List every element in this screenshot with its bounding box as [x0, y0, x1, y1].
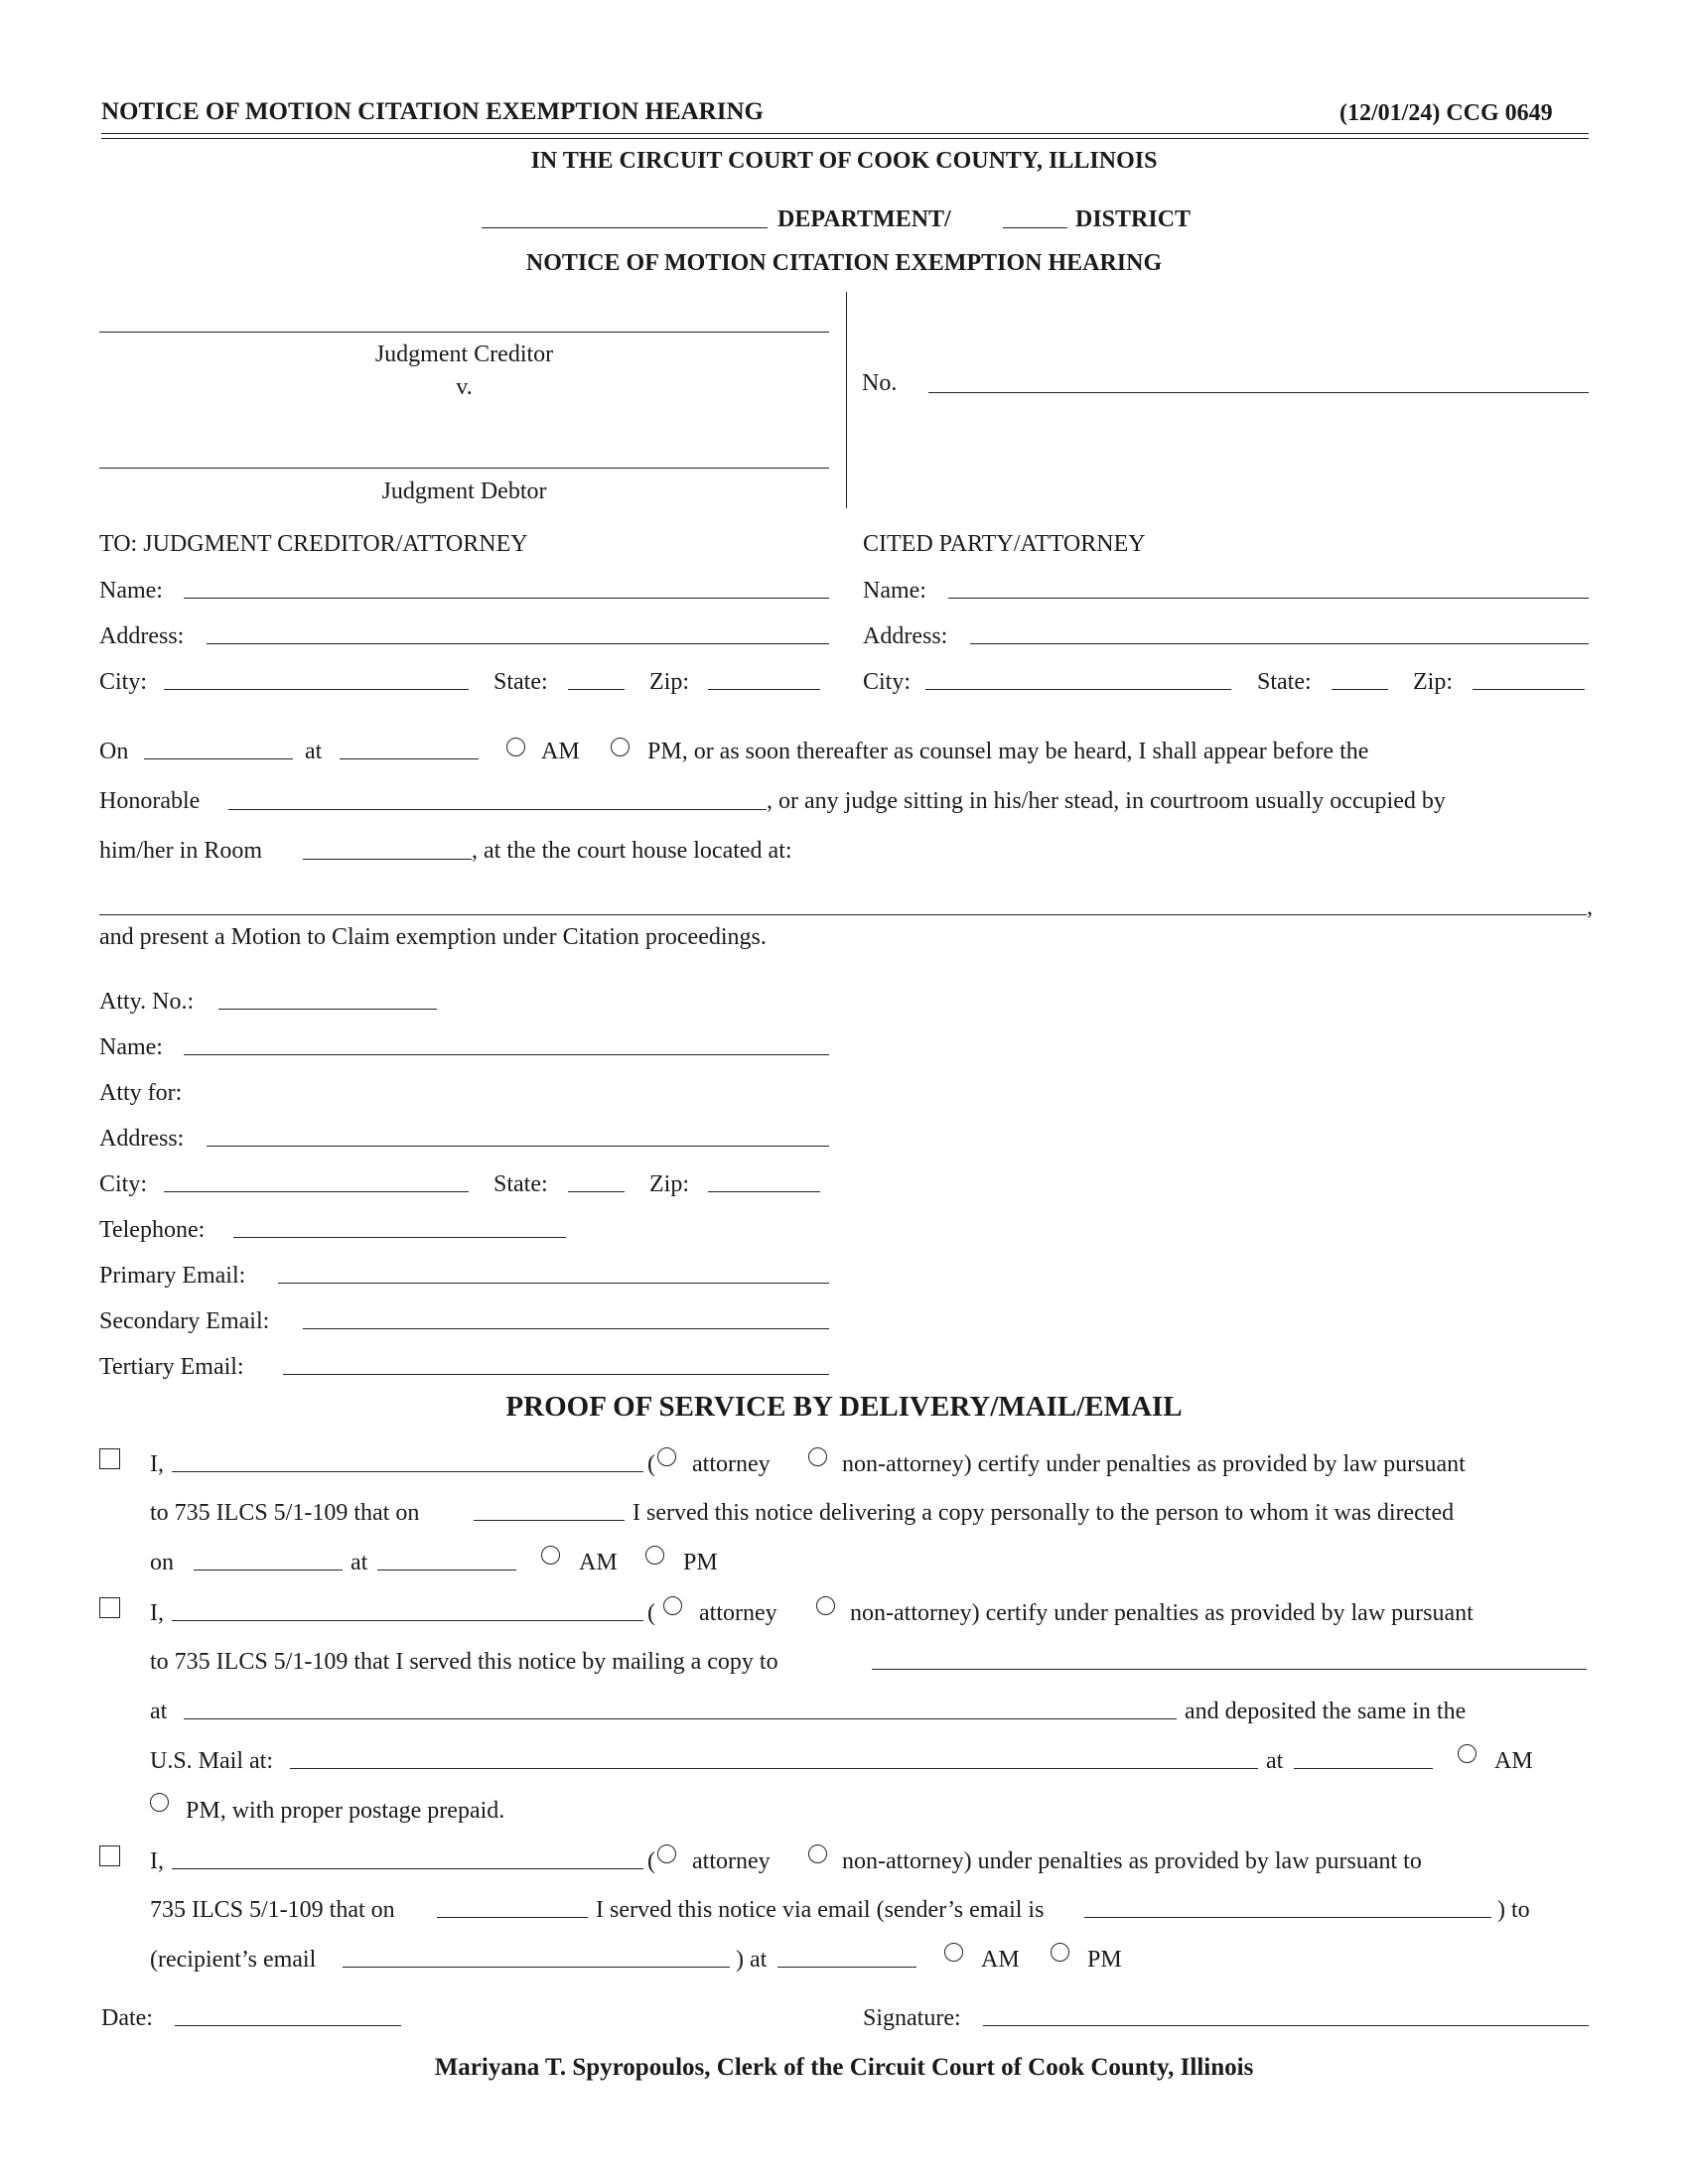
- email-to-text: ) to: [1497, 1897, 1530, 1923]
- mail-recipient-field[interactable]: [872, 1641, 1593, 1669]
- delivery-nonattorney-radio[interactable]: [808, 1447, 827, 1466]
- email-i-label: I,: [150, 1848, 164, 1874]
- room-underline: [303, 859, 472, 860]
- atty-city-label: City:: [99, 1171, 148, 1197]
- delivery-certify-text: non-attorney) certify under penalties as provided by law pursuant: [842, 1451, 1466, 1477]
- delivery-date-underline: [474, 1520, 625, 1521]
- caption-divider: [846, 292, 847, 508]
- mail-location-underline: [290, 1768, 1258, 1769]
- hearing-am-label: AM: [541, 739, 580, 764]
- atty-address-underline: [207, 1146, 829, 1147]
- date-underline: [175, 2025, 401, 2026]
- cited-zip-field[interactable]: [1473, 661, 1590, 689]
- hearing-pm-radio[interactable]: [611, 738, 630, 756]
- cited-name-field[interactable]: [948, 570, 1592, 598]
- telephone-field[interactable]: [233, 1209, 572, 1237]
- cited-party-heading: CITED PARTY/ATTORNEY: [863, 531, 1146, 557]
- creditor-name-field[interactable]: [184, 570, 832, 598]
- date-field[interactable]: [175, 1997, 407, 2025]
- mail-at-label: at: [150, 1699, 168, 1724]
- email-pm-label: PM: [1087, 1947, 1122, 1973]
- room-field[interactable]: [303, 830, 478, 858]
- mail-nonattorney-radio[interactable]: [816, 1596, 835, 1615]
- email-served-text: I served this notice via email (sender’s email is: [596, 1897, 1045, 1923]
- on-label: On: [99, 739, 129, 764]
- delivery-at-label: at: [351, 1550, 368, 1575]
- judgment-debtor-label: Judgment Debtor: [381, 478, 547, 504]
- atty-state-field[interactable]: [568, 1163, 631, 1191]
- primary-email-label: Primary Email:: [99, 1263, 246, 1289]
- signature-field[interactable]: [983, 1997, 1592, 2025]
- judge-name-underline: [228, 809, 767, 810]
- mail-am-label: AM: [1494, 1748, 1533, 1774]
- recipient-email-label: (recipient’s email: [150, 1947, 317, 1973]
- judgment-creditor-label: Judgment Creditor: [374, 341, 554, 367]
- cited-state-field[interactable]: [1332, 661, 1394, 689]
- department-label: DEPARTMENT/: [777, 206, 951, 232]
- atty-name-field[interactable]: [184, 1026, 832, 1054]
- case-no-underline: [928, 392, 1589, 393]
- hearing-date-field[interactable]: [144, 731, 299, 758]
- atty-no-field[interactable]: [218, 981, 443, 1009]
- email-name-field[interactable]: [172, 1841, 649, 1868]
- atty-zip-field[interactable]: [708, 1163, 825, 1191]
- date-label: Date:: [101, 2005, 153, 2031]
- sender-email-field[interactable]: [1084, 1889, 1497, 1917]
- district-label: DISTRICT: [1075, 206, 1192, 232]
- creditor-state-underline: [568, 689, 625, 690]
- judge-name-field[interactable]: [228, 780, 773, 808]
- hearing-time-underline: [340, 758, 479, 759]
- mail-address-underline: [184, 1718, 1177, 1719]
- atty-state-underline: [568, 1191, 625, 1192]
- email-time-underline: [777, 1967, 916, 1968]
- header-rule-top: [101, 133, 1589, 134]
- tertiary-email-underline: [283, 1374, 829, 1375]
- atty-name-underline: [184, 1054, 829, 1055]
- motion-text: and present a Motion to Claim exemption under Citation proceedings.: [99, 924, 767, 950]
- email-time-field[interactable]: [777, 1939, 922, 1967]
- email-am-label: AM: [981, 1947, 1020, 1973]
- cited-address-field[interactable]: [970, 615, 1592, 643]
- creditor-name-label: Name:: [99, 578, 163, 604]
- cited-name-underline: [948, 598, 1589, 599]
- cited-name-label: Name:: [863, 578, 926, 604]
- creditor-city-field[interactable]: [164, 661, 475, 689]
- secondary-email-field[interactable]: [303, 1300, 832, 1328]
- email-date-underline: [437, 1917, 588, 1918]
- atty-address-field[interactable]: [207, 1118, 832, 1146]
- cited-address-label: Address:: [863, 623, 948, 649]
- cited-zip-underline: [1473, 689, 1585, 690]
- email-statute-text: 735 ILCS 5/1-109 that on: [150, 1897, 395, 1923]
- clerk-footer: Mariyana T. Spyropoulos, Clerk of the Circuit Court of Cook County, Illinois: [434, 2054, 1254, 2081]
- delivery-statute-text: to 735 ILCS 5/1-109 that on: [150, 1500, 420, 1526]
- case-no-label: No.: [862, 370, 898, 396]
- creditor-city-label: City:: [99, 669, 148, 695]
- creditor-zip-underline: [708, 689, 820, 690]
- email-name-underline: [172, 1868, 643, 1869]
- courthouse-text: , at the the court house located at:: [472, 838, 792, 864]
- mail-usmail-label: U.S. Mail at:: [150, 1748, 273, 1774]
- courthouse-address-field[interactable]: [99, 886, 1592, 913]
- tertiary-email-label: Tertiary Email:: [99, 1354, 244, 1380]
- tertiary-email-field[interactable]: [283, 1346, 832, 1374]
- creditor-zip-field[interactable]: [708, 661, 825, 689]
- creditor-city-underline: [164, 689, 469, 690]
- delivery-am-radio[interactable]: [541, 1546, 560, 1565]
- email-paren: (: [647, 1848, 655, 1874]
- email-under-text: non-attorney) under penalties as provided by law pursuant to: [842, 1848, 1422, 1874]
- cited-city-field[interactable]: [925, 661, 1236, 689]
- atty-state-label: State:: [493, 1171, 548, 1197]
- atty-for-label: Atty for:: [99, 1080, 183, 1106]
- mail-attorney-label: attorney: [699, 1600, 777, 1626]
- hearing-date-underline: [144, 758, 293, 759]
- mail-name-underline: [172, 1620, 643, 1621]
- delivery-served-text: I served this notice delivering a copy personally to the person to whom it was directed: [633, 1500, 1455, 1526]
- delivery-attorney-radio[interactable]: [657, 1447, 676, 1466]
- case-number-field[interactable]: [928, 363, 1592, 391]
- hearing-pm-text: PM, or as soon thereafter as counsel may be heard, I shall appear before the: [647, 739, 1369, 764]
- email-checkbox[interactable]: [99, 1845, 120, 1866]
- room-label: him/her in Room: [99, 838, 262, 864]
- proof-heading: PROOF OF SERVICE BY DELIVERY/MAIL/EMAIL: [505, 1391, 1183, 1423]
- atty-zip-underline: [708, 1191, 820, 1192]
- mail-location-field[interactable]: [290, 1740, 1264, 1768]
- primary-email-underline: [278, 1283, 829, 1284]
- delivery-am-label: AM: [579, 1550, 618, 1575]
- creditor-state-field[interactable]: [568, 661, 631, 689]
- delivery-attorney-label: attorney: [692, 1451, 771, 1477]
- delivery-pm-label: PM: [683, 1550, 718, 1575]
- delivery-time-field[interactable]: [377, 1542, 522, 1570]
- judgment-debtor-field[interactable]: [99, 439, 832, 467]
- at-label: at: [305, 739, 323, 764]
- district-underline: [1003, 227, 1067, 228]
- to-creditor-heading: TO: JUDGMENT CREDITOR/ATTORNEY: [99, 531, 528, 557]
- district-field[interactable]: [1003, 197, 1070, 224]
- delivery-on-field[interactable]: [194, 1542, 349, 1570]
- email-attorney-label: attorney: [692, 1848, 771, 1874]
- atty-no-underline: [218, 1009, 437, 1010]
- hearing-time-field[interactable]: [340, 731, 485, 758]
- mail-pm-postage-text: PM, with proper postage prepaid.: [186, 1798, 505, 1824]
- signature-label: Signature:: [863, 2005, 961, 2031]
- creditor-address-underline: [207, 643, 829, 644]
- creditor-address-label: Address:: [99, 623, 185, 649]
- atty-zip-label: Zip:: [649, 1171, 689, 1197]
- document-title: NOTICE OF MOTION CITATION EXEMPTION HEARING: [525, 250, 1163, 276]
- versus-label: v.: [456, 374, 473, 400]
- hearing-am-radio[interactable]: [506, 738, 525, 756]
- telephone-label: Telephone:: [99, 1217, 206, 1243]
- creditor-zip-label: Zip:: [649, 669, 689, 695]
- mail-recipient-underline: [872, 1669, 1587, 1670]
- email-nonattorney-radio[interactable]: [808, 1844, 827, 1863]
- creditor-underline: [99, 332, 829, 333]
- cited-zip-label: Zip:: [1413, 669, 1453, 695]
- atty-address-label: Address:: [99, 1126, 185, 1152]
- primary-email-field[interactable]: [278, 1255, 832, 1283]
- secondary-email-label: Secondary Email:: [99, 1308, 270, 1334]
- department-underline: [482, 227, 768, 228]
- signature-underline: [983, 2025, 1589, 2026]
- mail-statute-text: to 735 ILCS 5/1-109 that I served this notice by mailing a copy to: [150, 1649, 778, 1675]
- mail-i-label: I,: [150, 1600, 164, 1626]
- secondary-email-underline: [303, 1328, 829, 1329]
- atty-city-underline: [164, 1191, 469, 1192]
- mail-checkbox[interactable]: [99, 1597, 120, 1618]
- delivery-checkbox[interactable]: [99, 1448, 120, 1469]
- creditor-name-underline: [184, 598, 829, 599]
- court-name: IN THE CIRCUIT COURT OF COOK COUNTY, ILLINOIS: [530, 148, 1158, 174]
- delivery-name-underline: [172, 1471, 643, 1472]
- mail-attorney-radio[interactable]: [663, 1596, 682, 1615]
- mail-time-at-label: at: [1266, 1748, 1284, 1774]
- delivery-name-field[interactable]: [172, 1443, 649, 1471]
- creditor-address-field[interactable]: [207, 615, 832, 643]
- atty-name-label: Name:: [99, 1034, 163, 1060]
- email-attorney-radio[interactable]: [657, 1844, 676, 1863]
- delivery-on-label: on: [150, 1550, 174, 1575]
- email-at-label: ) at: [736, 1947, 768, 1973]
- form-code: (12/01/24) CCG 0649: [1339, 100, 1553, 126]
- courthouse-address-underline: [99, 914, 1587, 915]
- email-pm-radio[interactable]: [1051, 1943, 1069, 1962]
- telephone-underline: [233, 1237, 566, 1238]
- judgment-creditor-field[interactable]: [99, 303, 832, 331]
- cited-address-underline: [970, 643, 1589, 644]
- header-rule-bottom: [101, 138, 1589, 139]
- recipient-email-underline: [343, 1967, 730, 1968]
- mail-certify-text: non-attorney) certify under penalties as provided by law pursuant: [850, 1600, 1474, 1626]
- email-date-field[interactable]: [437, 1889, 594, 1917]
- recipient-email-field[interactable]: [343, 1939, 736, 1967]
- sender-email-underline: [1084, 1917, 1491, 1918]
- mail-am-radio[interactable]: [1458, 1744, 1477, 1763]
- debtor-underline: [99, 468, 829, 469]
- mail-name-field[interactable]: [172, 1592, 649, 1620]
- delivery-paren: (: [647, 1451, 655, 1477]
- cited-state-label: State:: [1257, 669, 1312, 695]
- cited-city-underline: [925, 689, 1231, 690]
- mail-time-underline: [1294, 1768, 1433, 1769]
- mail-paren: (: [647, 1600, 655, 1626]
- delivery-pm-radio[interactable]: [645, 1546, 664, 1565]
- mail-pm-radio[interactable]: [150, 1793, 169, 1812]
- form-title-header: NOTICE OF MOTION CITATION EXEMPTION HEARING: [101, 98, 764, 125]
- mail-time-field[interactable]: [1294, 1740, 1439, 1768]
- cited-city-label: City:: [863, 669, 912, 695]
- mail-address-field[interactable]: [184, 1691, 1183, 1718]
- mail-deposited-text: and deposited the same in the: [1185, 1699, 1467, 1724]
- department-field[interactable]: [482, 197, 773, 224]
- creditor-state-label: State:: [493, 669, 548, 695]
- delivery-i-label: I,: [150, 1451, 164, 1477]
- email-am-radio[interactable]: [944, 1943, 963, 1962]
- atty-no-label: Atty. No.:: [99, 989, 195, 1015]
- address-comma: ,: [1587, 894, 1593, 920]
- honorable-label: Honorable: [99, 788, 201, 814]
- judge-sitting-text: , or any judge sitting in his/her stead, in courtroom usually occupied by: [767, 788, 1446, 814]
- atty-city-field[interactable]: [164, 1163, 475, 1191]
- delivery-date-field[interactable]: [474, 1492, 631, 1520]
- cited-state-underline: [1332, 689, 1388, 690]
